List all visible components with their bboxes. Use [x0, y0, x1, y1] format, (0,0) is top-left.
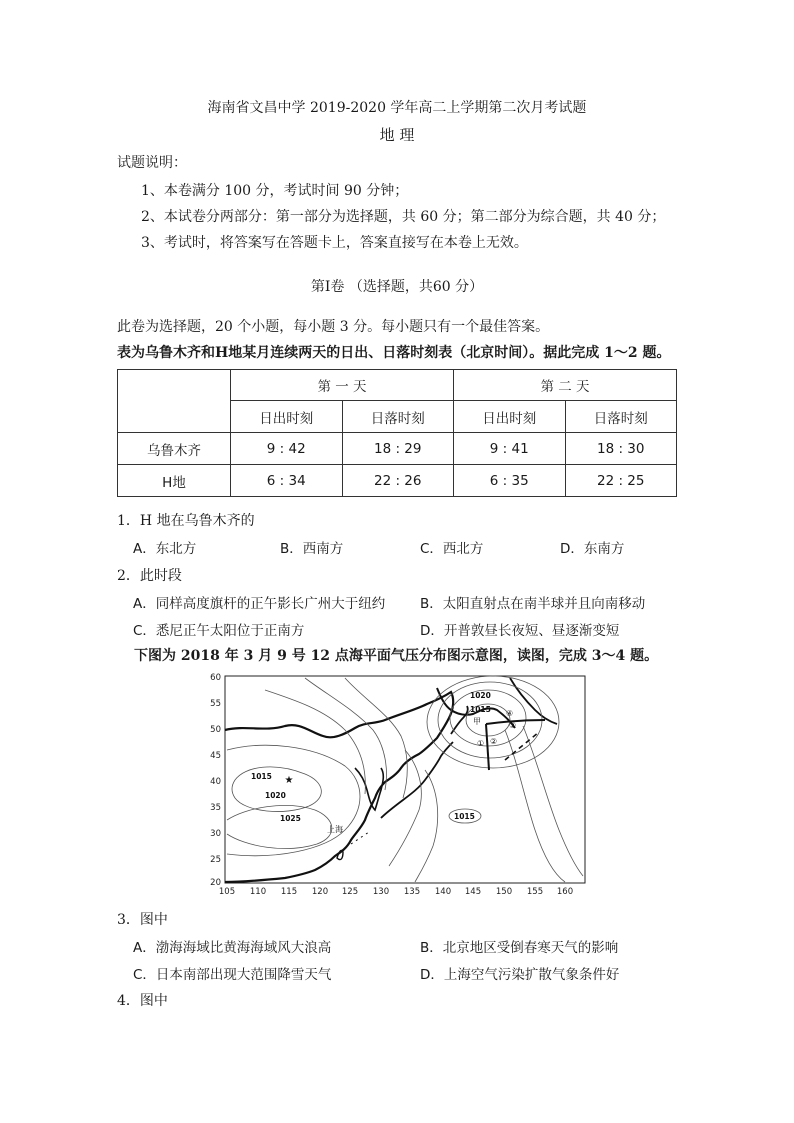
question-2-option-b: B．太阳直射点在南半球并且向南移动: [420, 596, 646, 612]
table-intro: 表为乌鲁木齐和H地某月连续两天的日出、日落时刻表（北京时间）。据此完成 1～2 题。: [117, 345, 671, 361]
exam-title: 海南省文昌中学 2019-2020 学年高二上学期第二次月考试题: [207, 100, 587, 116]
table-header-day1: 第 一 天: [231, 370, 454, 401]
y-tick-label: 40: [210, 777, 221, 787]
table-subheader-sunrise: 日出时刻: [454, 401, 566, 433]
map-intro: 下图为 2018 年 3 月 9 号 12 点海平面气压分布图示意图，读图，完成 3～4 题。: [134, 648, 659, 664]
instruction-item: 2、本试卷分两部分：第一部分为选择题，共 60 分；第二部分为综合题，共 40 分；: [141, 209, 666, 225]
table-cell-place: H地: [118, 465, 231, 497]
map-x-axis: [219, 887, 573, 897]
table-cell: 18 : 29: [342, 433, 454, 465]
question-2-option-a: A．同样高度旗杆的正午影长广州大于纽约: [133, 596, 386, 612]
y-tick-label: 55: [210, 699, 221, 709]
x-tick-label: 110: [249, 887, 267, 897]
question-1-option-a: A．东北方: [133, 541, 197, 557]
place-label-shanghai: 上海: [327, 825, 343, 834]
question-1-option-b: B．西南方: [280, 541, 344, 557]
question-1-option-c: C．西北方: [420, 541, 484, 557]
table-subheader-sunset: 日落时刻: [565, 401, 677, 433]
part1-heading: 第Ⅰ卷 （选择题，共60 分）: [310, 279, 484, 295]
x-tick-label: 130: [372, 887, 390, 897]
marker-1: ①: [477, 739, 485, 748]
question-1-option-d: D．东南方: [560, 541, 625, 557]
isobar-label: 1025: [280, 814, 301, 823]
table-header-day2: 第 二 天: [454, 370, 677, 401]
question-2-option-d: D．开普敦昼长夜短、昼逐渐变短: [420, 623, 620, 639]
question-2-stem: 2．此时段: [117, 568, 182, 584]
table-subheader-sunrise: 日出时刻: [231, 401, 343, 433]
x-tick-label: 145: [464, 887, 482, 897]
instruction-item: 1、本卷满分 100 分，考试时间 90 分钟；: [141, 183, 409, 199]
question-3-stem: 3．图中: [117, 912, 168, 928]
x-tick-label: 120: [311, 887, 329, 897]
marker-2: ②: [490, 737, 498, 746]
question-2-option-c: C．悉尼正午太阳位于正南方: [133, 623, 305, 639]
x-tick-label: 155: [526, 887, 544, 897]
y-tick-label: 25: [210, 855, 221, 865]
y-tick-label: 45: [210, 751, 221, 761]
table-cell-place: 乌鲁木齐: [118, 433, 231, 465]
table-cell: 18 : 30: [565, 433, 677, 465]
beijing-star-icon: ★: [284, 775, 294, 786]
table-row: [118, 465, 677, 497]
question-4-stem: 4．图中: [117, 993, 168, 1009]
x-tick-label: 160: [556, 887, 574, 897]
table-row: [118, 433, 677, 465]
y-tick-label: 35: [210, 803, 221, 813]
question-3-option-c: C．日本南部出现大范围降雪天气: [133, 967, 332, 983]
question-1-stem: 1．H 地在乌鲁木齐的: [117, 513, 255, 529]
question-3-option-b: B．北京地区受倒春寒天气的影响: [420, 940, 619, 956]
pressure-map: [205, 670, 590, 900]
place-label-jia: 甲: [473, 717, 481, 726]
table-cell: 22 : 25: [565, 465, 677, 497]
x-tick-label: 125: [341, 887, 359, 897]
table-cell: 22 : 26: [342, 465, 454, 497]
y-tick-label: 60: [210, 673, 221, 683]
x-tick-label: 150: [495, 887, 513, 897]
x-tick-label: 105: [218, 887, 236, 897]
sunrise-sunset-table: [117, 369, 677, 497]
table-cell: 9 : 42: [231, 433, 343, 465]
isobar-label: 1015: [454, 812, 475, 821]
isobar-label: 1020: [265, 791, 286, 800]
x-tick-label: 140: [434, 887, 452, 897]
part1-intro: 此卷为选择题，20 个小题，每小题 3 分。每小题只有一个最佳答案。: [117, 319, 550, 335]
y-tick-label: 50: [210, 725, 221, 735]
isobar-label: 1020: [470, 691, 491, 700]
question-3-option-d: D．上海空气污染扩散气象条件好: [420, 967, 620, 983]
y-tick-label: 20: [210, 878, 221, 888]
table-cell: 6 : 34: [231, 465, 343, 497]
y-tick-label: 30: [210, 829, 221, 839]
subject-title: 地 理: [379, 126, 415, 144]
table-cell: 9 : 41: [454, 433, 566, 465]
map-y-axis: [210, 673, 221, 888]
instruction-item: 3、考试时，将答案写在答题卡上，答案直接写在本卷上无效。: [141, 235, 528, 251]
table-corner-cell: [118, 370, 231, 433]
x-tick-label: 135: [403, 887, 421, 897]
isobar-label: 1015: [470, 705, 491, 714]
instructions-heading: 试题说明：: [117, 155, 187, 171]
marker-4: ④: [506, 709, 514, 718]
marker-3: ③: [509, 721, 517, 730]
table-cell: 6 : 35: [454, 465, 566, 497]
question-3-option-a: A．渤海海域比黄海海域风大浪高: [133, 940, 332, 956]
x-tick-label: 115: [280, 887, 298, 897]
table-subheader-sunset: 日落时刻: [342, 401, 454, 433]
isobar-label: 1015: [251, 772, 272, 781]
